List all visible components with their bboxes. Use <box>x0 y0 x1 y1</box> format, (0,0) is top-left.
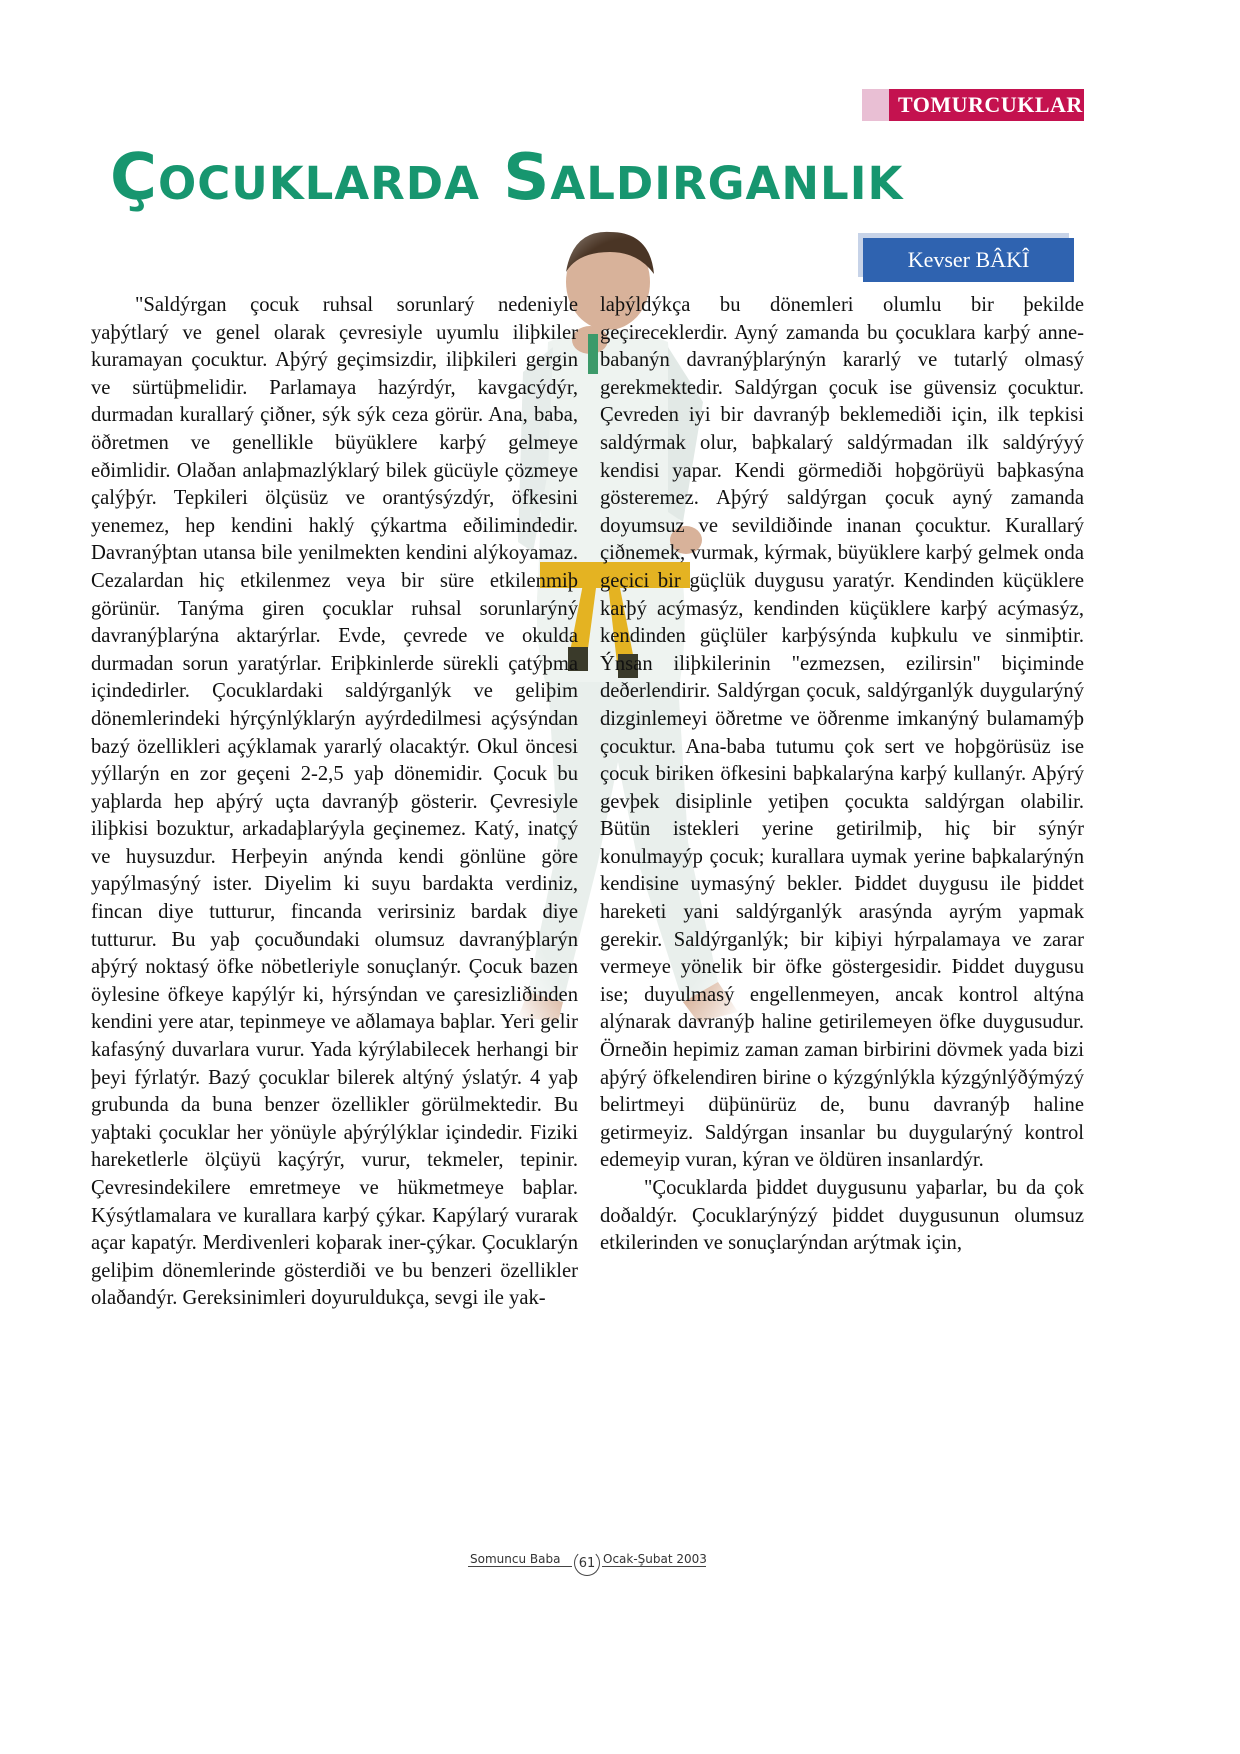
paragraph: laþýldýkça bu dönemleri olumlu bir þekilde geçireceklerdir. Ayný zamanda bu çocuklara karþý anne-babanýn davranýþlarýnýn kararlý ve tutarlý olmasý gerekmektedir. Saldýrgan çocuk ise güvensiz çocuktur. Çevreden iyi bir davranýþ beklemediði için, ilk tepkisi saldýrmak olur, baþkalarý saldýrmadan ilk saldýrýyý kendisi yapar. Kendi görmediði hoþgörüyü baþkasýna gösteremez. Aþýrý saldýrgan çocuk ayný zamanda doyumsuz ve sevildiðinde inanan çocuktur. Kurallarý çiðnemek, vurmak, kýrmak, büyüklere karþý gelmek onda geçici bir güçlük duygusu yaratýr. Kendinden küçüklere karþý acýmasýz, kendinden küçüklere karþý acýmasýz, kendinden güçlüler karþýsýnda kuþkulu ve sinmiþtir. Ýnsan iliþkilerinin "ezmezsen, ezilirsin" biçiminde deðerlendirir. Saldýrgan çocuk, saldýrganlýk duygularýný dizginlemeyi öðretme ve öðrenme imkanýný bulamamýþ çocuktur. Ana-baba tutumu çok sert ve hoþgörüsüz ise çocuk biriken öfkesini baþkalarýna karþý kullanýr. Aþýrý gevþek disiplinle yetiþen çocukta saldýrgan olabilir. Bütün istekleri yerine getirilmiþ, hiç bir sýnýr konulmayýp çocuk; kurallara uymak yerine baþkalarýnýn kendisine uymasýný bekler. Þiddet duygusu ile þiddet hareketi yani saldýrganlýk arasýnda ayrým yapmak gerekir. Saldýrganlýk; bir kiþiyi hýrpalamaya ve zarar vermeye yönelik bir öfke göstergesidir. Þiddet duygusu ise; duyulmasý engellenmeyen, ancak kontrol altýna alýnarak davranýþ haline getirilemeyen öfke duygusudur. Örneðin hepimiz zaman zaman birbirini dövmek yada bizi aþýrý öfkelendiren birine o kýzgýnlýkla kýzgýnlýðýmýzý belirtmeyi düþünürüz de, bunu davranýþ haline getirmeyiz. Saldýrgan insanlar bu duygularýný kontrol edemeyip vuran, kýran ve öldüren insanlardýr. <box>600 294 1084 1172</box>
page-number: 61 <box>574 1550 600 1576</box>
paragraph: "Saldýrgan çocuk ruhsal sorunlarý nedeniyle yaþýtlarý ve genel olarak çevresiyle uyumlu iliþkiler kuramayan çocuktur. Aþýrý geçimsizdir, iliþkileri gergin ve sürtüþmelidir. Parlamaya hazýrdýr, kavgacýdýr, durmadan kurallarý çiðner, sýk sýk ceza görür. Ana, baba, öðretmen ve genellikle büyüklere karþý gelmeye eðimlidir. Olaðan anlaþmazlýklarý bilek gücüyle çözmeye çalýþýr. Tepkileri ölçüsüz ve orantýsýzdýr, öfkesini yenemez, hep kendini haklý çýkartma eðilimindedir. Davranýþtan utansa bile yenilmekten kendini alýkoyamaz. Cezalardan hiç etkilenmez veya bir süre etkilenmiþ görünür. Tanýma giren çocuklar ruhsal sorunlarýný davranýþlarýna aktarýrlar. Evde, çevrede ve okulda durmadan sorun yaratýrlar. Eriþkinlerde sürekli çatýþma içindedirler. Çocuklardaki saldýrganlýk ve geliþim dönemlerindeki hýrçýnlýklarýn ayýrdedilmesi açýsýndan bazý özellikleri açýklamak yararlý olacaktýr. Okul öncesi yýllarýn en zor geçeni 2-2,5 yaþ dönemidir. Çocuk bu yaþlarda hep aþýrý uçta davranýþ gösterir. Çevresiyle iliþkisi bozuktur, arkadaþlarýyla geçinemez. Katý, inatçý ve huysuzdur. Herþeyin anýnda kendi gönlüne göre yapýlmasýný ister. Diyelim ki suyu bardakta verdiniz, fincan diye tutturur, fincanda verirsiniz bardak diye tutturur. Bu yaþ çocuðundaki olumsuz davranýþlarýn aþýrý noktasý öfke nöbetleriyle sonuçlanýr. Çocuk bazen öylesine öfkeye kapýlýr ki, hýrsýndan ve çaresizliðinden kendini yere atar, tepinmeye ve aðlamaya baþlar. Yeri gelir kafasýný duvarlara vurur. Yada kýrýlabilecek herhangi bir þeyi fýrlatýr. Bazý çocuklar bilerek altýný ýslatýr. 4 yaþ grubunda da buna benzer özellikler görülmektedir. Bu yaþtaki çocuklar her yönüyle aþýrýlýklar içindedir. Fiziki hareketlerle ölçüyü kaçýrýr, vurur, tekmeler, tepinir. Çevresindekilere emretmeye ve hükmetmeye baþlar. Kýsýtlamalara ve kurallara karþý çýkar. Kapýlarý vurarak açar kapatýr. Merdivenleri koþarak iner-çýkar. Çocuklarýn geliþim dönemlerinde gösterdiði ve bu benzeri özellikler olaðandýr. Gereksinimleri doyuruldukça, sevgi ile yak- <box>91 294 578 1310</box>
footer-issue: Ocak-Şubat 2003 <box>603 1552 707 1566</box>
author-badge: Kevser BÂKÎ <box>863 238 1074 282</box>
left-column <box>91 292 578 1313</box>
right-column <box>600 292 1084 1258</box>
footer-publication: Somuncu Baba <box>470 1552 561 1566</box>
article-title: Çocuklarda Saldırganlık <box>110 141 904 215</box>
page-footer <box>468 1548 708 1580</box>
footer-rule <box>468 1566 572 1567</box>
footer-rule <box>602 1566 706 1567</box>
section-tag-label: TOMURCUKLAR <box>898 92 1083 117</box>
paragraph: "Çocuklarda þiddet duygusunu yaþarlar, bu da çok doðaldýr. Çocuklarýnýzý þiddet duygusunun olumsuz etkilerinden ve sonuçlarýndan arýtmak için, <box>600 1177 1084 1255</box>
